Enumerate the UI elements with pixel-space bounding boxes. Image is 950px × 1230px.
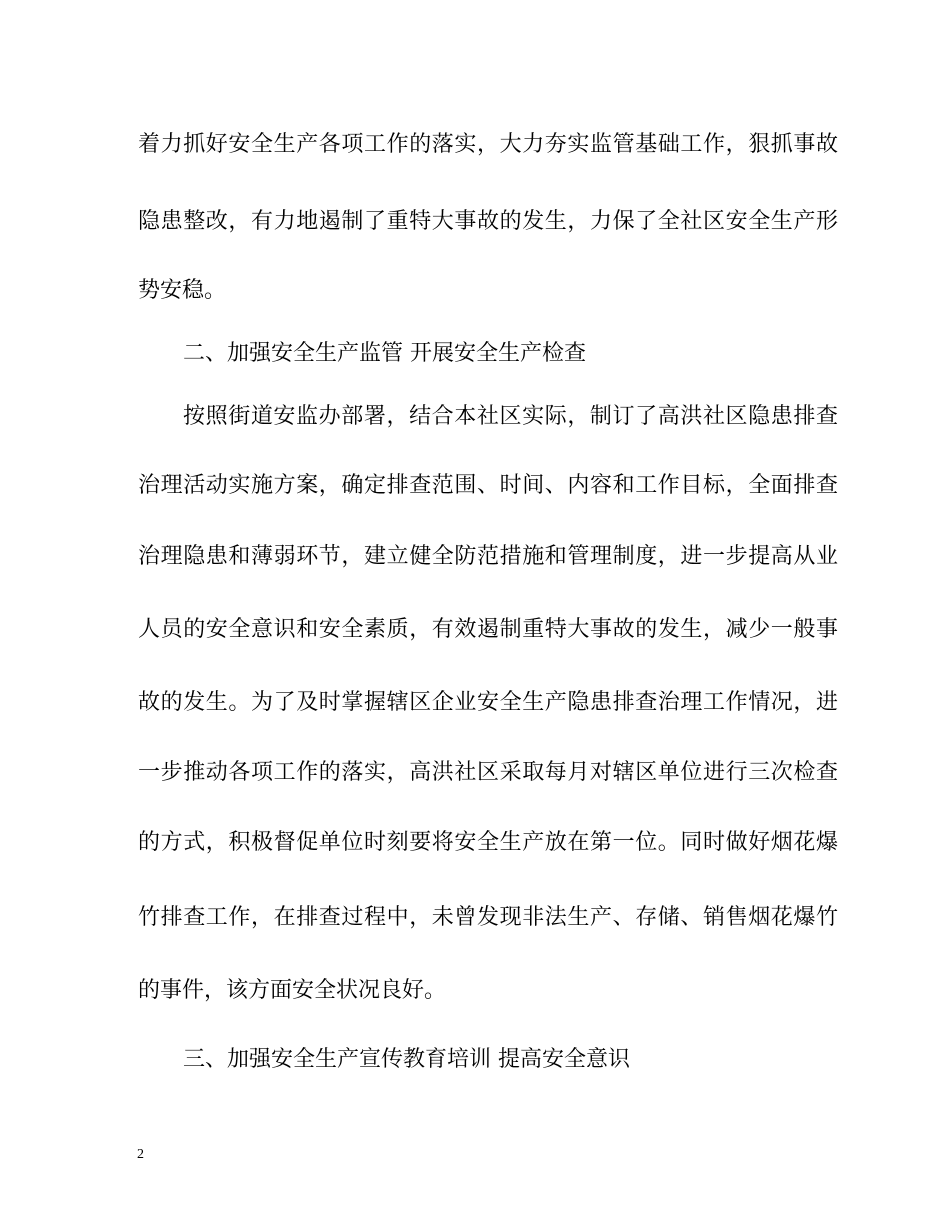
- paragraph-line-11: 的方式，积极督促单位时刻要将安全生产放在第一位。同时做好烟花爆: [138, 830, 838, 855]
- paragraph-line-8: 人员的安全意识和安全素质，有效遏制重特大事故的发生，减少一般事: [138, 617, 838, 642]
- paragraph-line-5: 按照街道安监办部署，结合本社区实际，制订了高洪社区隐患排查: [183, 404, 838, 429]
- paragraph-line-3: 势安稳。: [138, 278, 227, 303]
- section-heading-2: 二、加强安全生产监管 开展安全生产检查: [183, 341, 586, 366]
- paragraph-line-13: 的事件，该方面安全状况良好。: [138, 978, 447, 1003]
- paragraph-line-9: 故的发生。为了及时掌握辖区企业安全生产隐患排查治理工作情况，进: [138, 690, 838, 715]
- paragraph-line-6: 治理活动实施方案，确定排查范围、时间、内容和工作目标，全面排查: [138, 473, 838, 498]
- paragraph-line-12: 竹排查工作，在排查过程中，未曾发现非法生产、存储、销售烟花爆竹: [138, 905, 838, 930]
- paragraph-line-2: 隐患整改，有力地遏制了重特大事故的发生，力保了全社区安全生产形: [138, 209, 838, 234]
- paragraph-line-1: 着力抓好安全生产各项工作的落实，大力夯实监管基础工作，狠抓事故: [138, 132, 838, 157]
- paragraph-line-10: 一步推动各项工作的落实，高洪社区采取每月对辖区单位进行三次检查: [138, 760, 838, 785]
- section-heading-3: 三、加强安全生产宣传教育培训 提高安全意识: [183, 1047, 630, 1072]
- page-number: 2: [137, 1147, 144, 1162]
- paragraph-line-7: 治理隐患和薄弱环节，建立健全防范措施和管理制度，进一步提高从业: [138, 544, 838, 569]
